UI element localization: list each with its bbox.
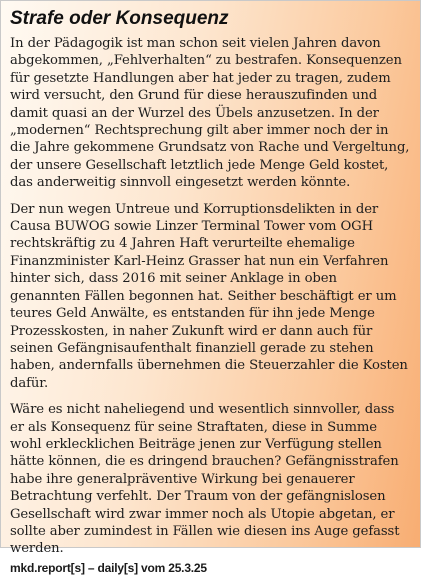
article-paragraph-1: In der Pädagogik ist man schon seit vielen Jahren davon abgekommen, „Fehlverhalten“ zu bestrafen. Konsequenzen für gesetzte Handlungen aber hat jeder zu tragen, zudem wird versucht, den Grund für diese herauszufinden und damit quasi an der Wurzel des Übels anzusetzen. In der „modernen“ Rechtsprechung gilt aber immer noch der in die Jahre gekommene Grundsatz von Rache und Vergeltung, der unsere Gesellschaft letztlich jede Menge Geld kostet, das anderweitig sinnvoll eingesetzt werden könnte. <box>10 36 410 191</box>
article-title: Strafe oder Konsequenz <box>10 8 229 29</box>
article-paragraph-2: Der nun wegen Untreue und Korruptionsdelikten in der Causa BUWOG sowie Linzer Terminal Tower vom OGH rechtskräftig zu 4 Jahren Haft verurteilte ehemalige Finanzminister Karl-Heinz Grasser hat nun ein Verfahren hinter sich, dass 2016 mit seiner Anklage in oben genannten Fällen begonnen hat. Seither beschäftigt er um teures Geld Anwälte, es entstanden für ihn jede Menge Prozesskosten, in naher Zukunft wird er dann auch für seinen Gefängnisaufenthalt finanziell gerade zu stehen haben, andernfalls übernehmen die Steuerzahler die Kosten dafür. <box>10 201 408 391</box>
article-paragraph-3: Wäre es nicht naheliegend und wesentlich sinnvoller, dass er als Konsequenz für seine Straftaten, diese in Summe wohl erklecklichen Beiträge jenen zur Verfügung stellen hätte können, die es dringend brauchen? Gefängnisstrafen habe ihre generalpräventive Wirkung bei genauerer Betrachtung verfehlt. Der Traum von der gefängnislosen Gesellschaft wird zwar immer noch als Utopie abgetan, er sollte aber zumindest in Fällen wie diesen ins Auge gefasst werden. <box>10 402 400 557</box>
source-line: mkd.report[s] – daily[s] vom 25.3.25 <box>10 560 207 575</box>
